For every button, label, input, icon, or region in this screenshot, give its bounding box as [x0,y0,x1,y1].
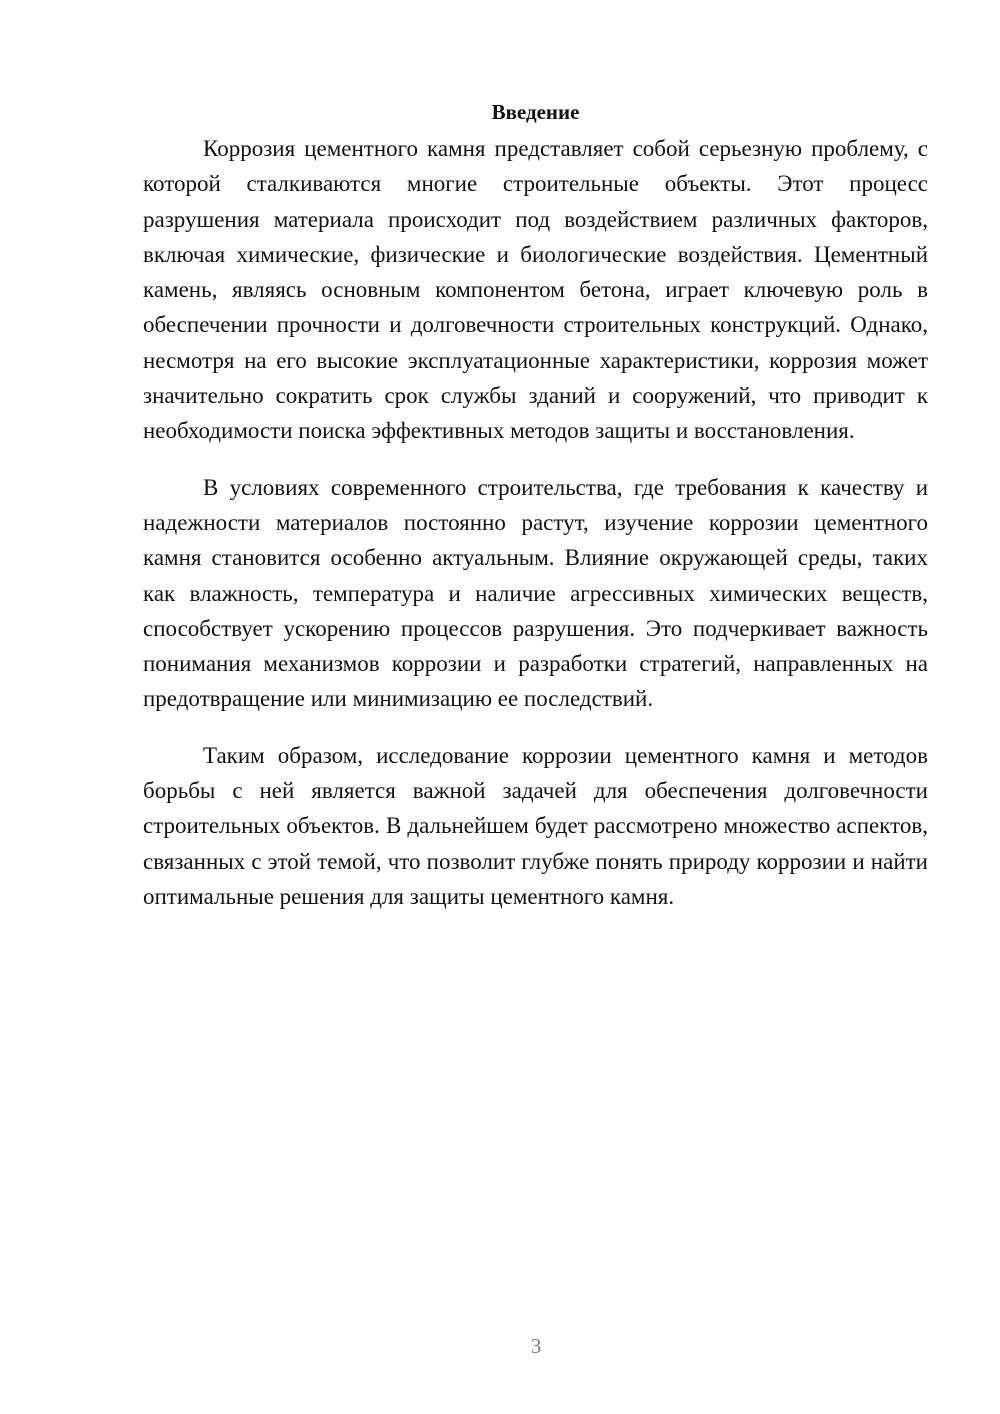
paragraph-1: Коррозия цементного камня представляет собой серьезную проблему, с которой сталкиваются многие строительные объекты. Этот процесс разрушения материала происходит под воздействием различных факторов, включая химические, физические и биологические воздействия. Цементный камень, являясь основным компонентом бетона, играет ключевую роль в обеспечении прочности и долговечности строительных конструкций. Однако, несмотря на его высокие эксплуатационные характеристики, коррозия может значительно сократить срок службы зданий и сооружений, что приводит к необходимости поиска эффективных методов защиты и восстановления. [143,136,928,444]
page-number: 3 [530,1334,542,1358]
section-title: Введение [491,100,580,124]
page-content [143,97,928,914]
paragraph-3: Таким образом, исследование коррозии цементного камня и методов борьбы с ней является важной задачей для обеспечения долговечности строительных объектов. В дальнейшем будет рассмотрено множество аспектов, связанных с этой темой, что позволит глубже понять природу коррозии и найти оптимальные решения для защиты цементного камня. [143,742,928,909]
paragraph-2: В условиях современного строительства, где требования к качеству и надежности материалов постоянно растут, изучение коррозии цементного камня становится особенно актуальным. Влияние окружающей среды, таких как влажность, температура и наличие агрессивных химических веществ, способствует ускорению процессов разрушения. Это подчеркивает важность понимания механизмов коррозии и разработки стратегий, направленных на предотвращение или минимизацию ее последствий. [143,474,928,712]
